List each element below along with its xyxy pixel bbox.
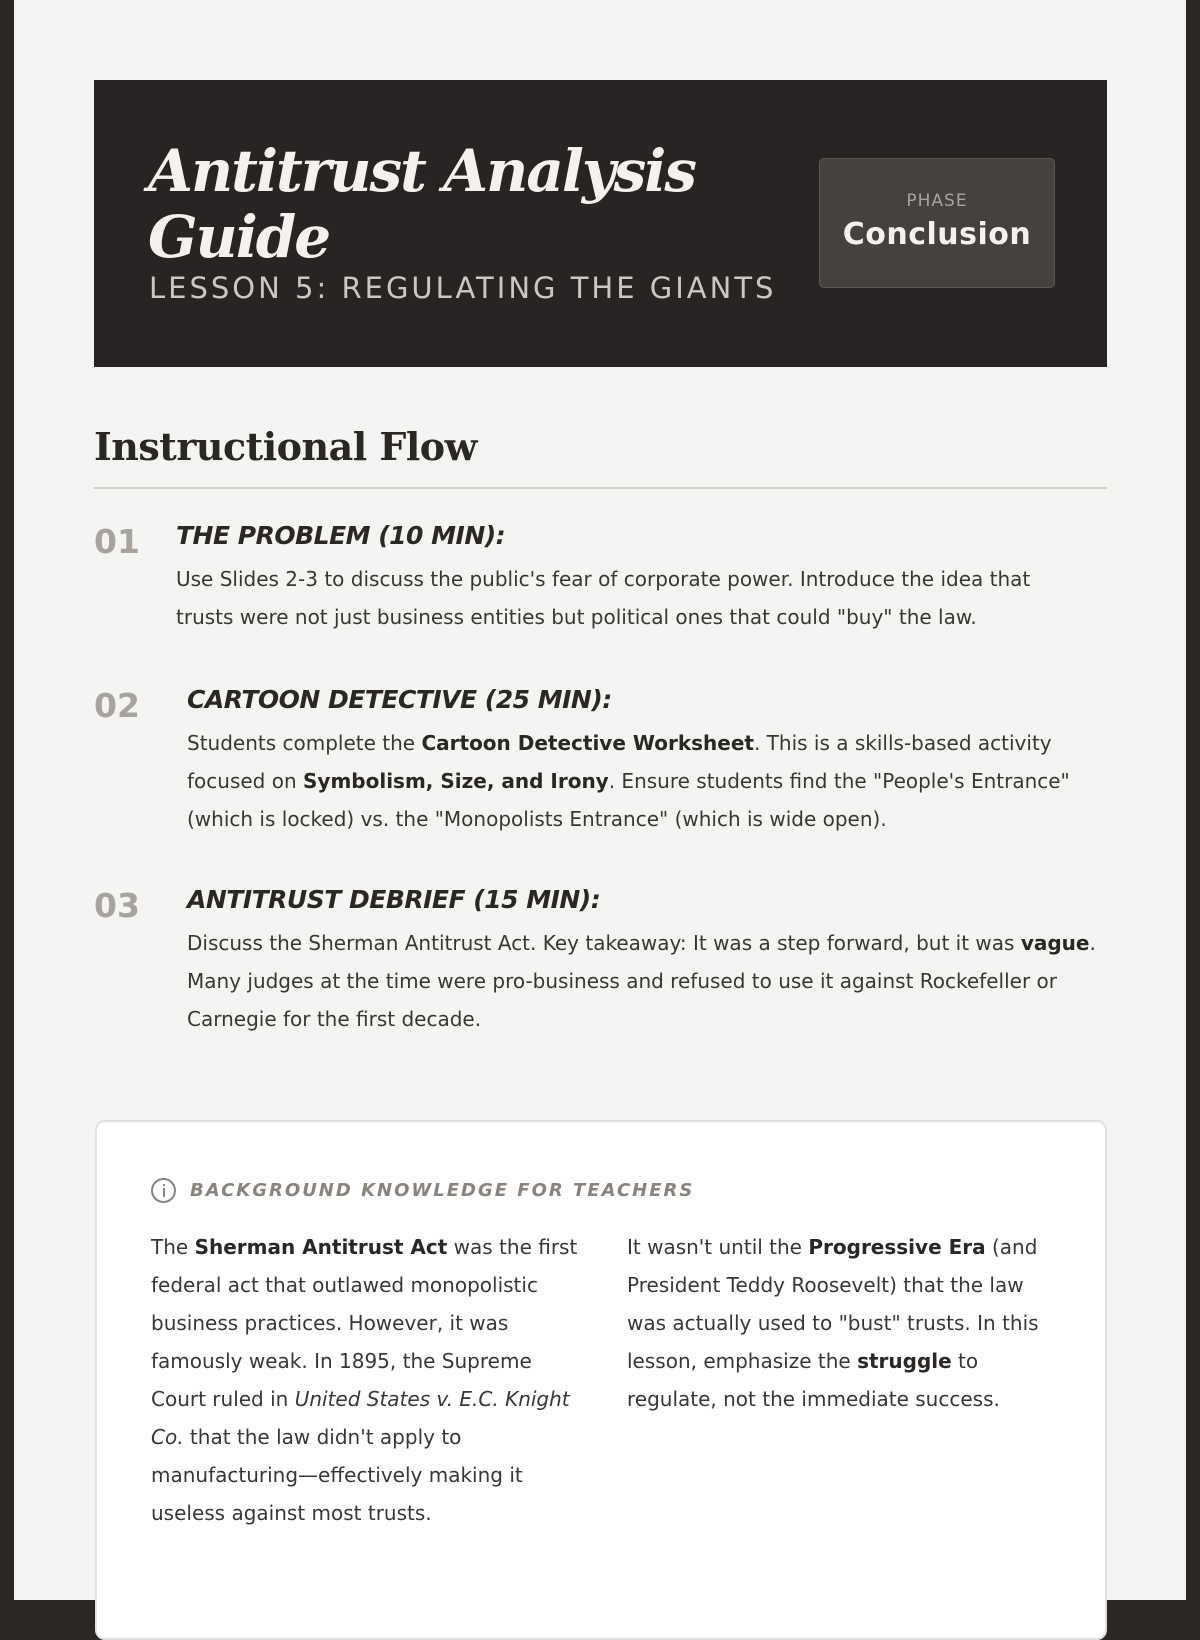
act-name: Sherman Antitrust Act xyxy=(194,1235,448,1259)
step-text: Students complete the Cartoon Detective Worksheet. This is a skills-based activity focused on Symbolism, Size, and Irony. Ensure students find the "People's Entrance" (which is locked) vs. the "Monopolists Entrance" (which is wide open). xyxy=(187,731,1070,831)
step-text: Use Slides 2-3 to discuss the public's fear of corporate power. Introduce the idea that trusts were not just business entities but political ones that could "buy" the law. xyxy=(176,567,1031,629)
step-body xyxy=(176,520,1091,636)
page-title: Antitrust Analysis Guide xyxy=(148,137,695,271)
step-heading: THE PROBLEM (10 MIN): xyxy=(176,521,506,550)
card-header xyxy=(151,1178,694,1203)
lesson-subtitle: LESSON 5: REGULATING THE GIANTS xyxy=(149,271,777,305)
section-title: Instructional Flow xyxy=(94,424,477,469)
info-icon xyxy=(151,1178,176,1203)
step-number: 03 xyxy=(94,886,140,925)
key-term: vague xyxy=(1020,931,1090,955)
emphasis-term: struggle xyxy=(857,1349,952,1373)
background-right-column: It wasn't until the Progressive Era (and President Teddy Roosevelt) that the law was actually used to "bust" trusts. In this lesson, emphasize the struggle to regulate, not the immediate success. xyxy=(627,1235,1039,1411)
step-number: 02 xyxy=(94,686,140,725)
card-label: BACKGROUND KNOWLEDGE FOR TEACHERS xyxy=(190,1180,695,1201)
phase-badge xyxy=(819,158,1055,288)
phase-value: Conclusion xyxy=(842,217,1032,252)
page xyxy=(14,0,1186,1600)
skills-focus: Symbolism, Size, and Irony xyxy=(303,769,609,793)
lesson-header xyxy=(94,80,1107,367)
step-heading: ANTITRUST DEBRIEF (15 MIN): xyxy=(187,885,601,914)
step-body xyxy=(187,884,1102,1038)
background-card xyxy=(95,1120,1107,1640)
background-left-column: The Sherman Antitrust Act was the first federal act that outlawed monopolistic business practices. However, it was famously weak. In 1895, the Supreme Court ruled in United States v. E.C. Knight Co. that the law didn't apply to manufacturing—effectively making it useless against most trusts. xyxy=(151,1235,578,1525)
section-divider xyxy=(94,487,1107,489)
worksheet-name: Cartoon Detective Worksheet xyxy=(421,731,754,755)
step-text: Discuss the Sherman Antitrust Act. Key takeaway: It was a step forward, but it was vague. Many judges at the time were pro-business and refused to use it against Rockefeller or Carnegie for the first decade. xyxy=(187,931,1096,1031)
era-name: Progressive Era xyxy=(808,1235,986,1259)
step-heading: CARTOON DETECTIVE (25 MIN): xyxy=(187,685,612,714)
phase-label: PHASE xyxy=(906,191,968,211)
step-body xyxy=(187,684,1102,838)
case-name: United States v. E.C. Knight Co. xyxy=(151,1387,570,1449)
step-number: 01 xyxy=(94,522,140,561)
